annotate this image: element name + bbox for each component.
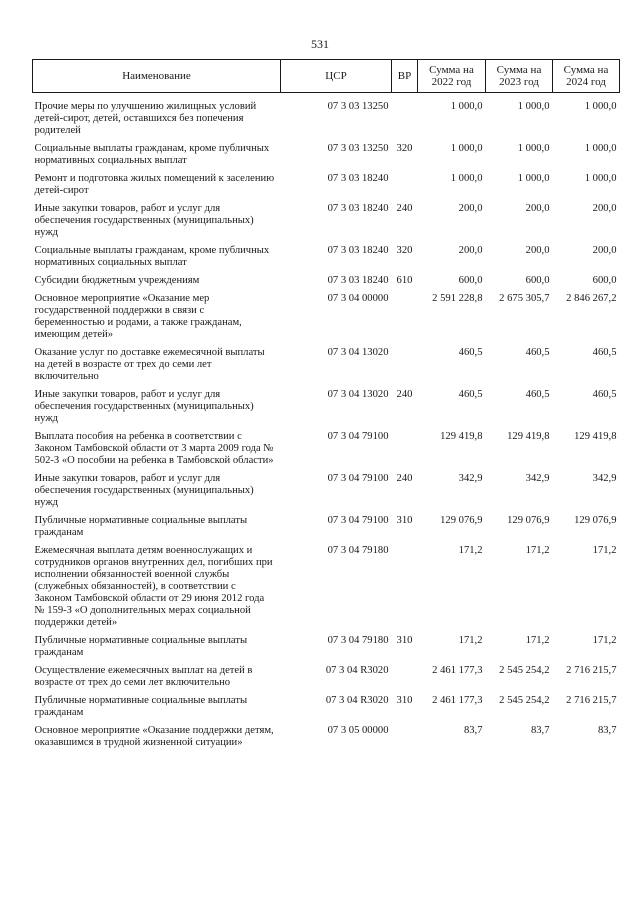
table-row [33,347,620,389]
header-vr: ВР [392,60,418,93]
row-vr [392,347,418,389]
row-name: Осуществление ежемесячных выплат на детей в возрасте от трех до семи лет включительно [34,665,253,688]
row-csr: 07 3 03 13250 [327,101,389,112]
row-sum-2022: 460,5 [458,389,483,400]
row-name: Иные закупки товаров, работ и услуг для обеспечения государственных (муниципальных) нужд [34,203,254,238]
row-name: Ремонт и подготовка жилых помещений к заселению детей-сирот [34,173,275,196]
row-sum-2023: 1 000,0 [517,143,550,154]
row-sum-2024: 2 716 215,7 [566,665,617,676]
row-sum-2023: 2 545 254,2 [499,665,550,676]
row-sum-2022: 460,5 [458,347,483,358]
row-name: Субсидии бюджетным учреждениям [34,275,200,286]
row-sum-2024: 200,0 [592,245,617,256]
row-sum-2024: 460,5 [592,389,617,400]
row-sum-2022: 171,2 [458,635,483,646]
row-vr: 310 [396,635,413,646]
row-vr: 310 [396,515,413,526]
table-row [33,93,620,144]
row-name: Социальные выплаты гражданам, кроме публичных нормативных социальных выплат [34,245,270,268]
budget-table [32,59,620,755]
row-name: Социальные выплаты гражданам, кроме публичных нормативных социальных выплат [34,143,270,166]
row-sum-2024: 342,9 [592,473,617,484]
row-csr: 07 3 04 79100 [327,473,389,484]
row-sum-2023: 200,0 [525,245,550,256]
row-vr: 240 [396,473,413,484]
row-sum-2024: 129 076,9 [574,515,617,526]
row-sum-2023: 129 076,9 [507,515,550,526]
row-vr: 240 [396,203,413,214]
row-name: Выплата пособия на ребенка в соответствии с Законом Тамбовской области от 3 марта 2009 года № 502-З «О пособии на ребенка в Тамбовской области» [34,431,274,466]
row-csr: 07 3 04 79180 [327,545,389,556]
row-sum-2024: 129 419,8 [574,431,617,442]
row-sum-2024: 1 000,0 [584,143,617,154]
row-csr: 07 3 05 00000 [327,725,389,736]
row-sum-2024: 2 846 267,2 [566,293,617,304]
row-sum-2022: 1 000,0 [450,173,483,184]
table-row [33,203,620,245]
row-csr: 07 3 04 13020 [327,347,389,358]
row-csr: 07 3 03 13250 [327,143,389,154]
table-row [33,275,620,293]
row-csr: 07 3 04 13020 [327,389,389,400]
table-row [33,173,620,203]
table-row [33,725,620,755]
row-vr: 320 [396,143,413,154]
row-csr: 07 3 03 18240 [327,275,389,286]
row-sum-2022: 129 419,8 [440,431,483,442]
row-vr [392,665,418,695]
row-sum-2022: 129 076,9 [440,515,483,526]
row-name: Публичные нормативные социальные выплаты гражданам [34,635,248,658]
row-vr [392,93,418,144]
header-csr: ЦСР [281,60,392,93]
row-sum-2023: 83,7 [530,725,550,736]
row-sum-2024: 200,0 [592,203,617,214]
row-sum-2024: 600,0 [592,275,617,286]
row-name: Иные закупки товаров, работ и услуг для обеспечения государственных (муниципальных) нужд [34,473,254,508]
row-sum-2024: 171,2 [592,635,617,646]
table-row [33,665,620,695]
row-sum-2024: 1 000,0 [584,101,617,112]
row-sum-2023: 200,0 [525,203,550,214]
row-vr: 320 [396,245,413,256]
row-sum-2022: 2 461 177,3 [432,665,483,676]
row-csr: 07 3 04 R3020 [325,695,389,706]
row-sum-2024: 460,5 [592,347,617,358]
row-sum-2022: 342,9 [458,473,483,484]
row-csr: 07 3 03 18240 [327,245,389,256]
row-sum-2022: 83,7 [463,725,483,736]
row-sum-2023: 1 000,0 [517,173,550,184]
page-number: 531 [311,37,329,51]
header-name: Наименование [33,60,281,93]
row-vr: 310 [396,695,413,706]
row-sum-2022: 2 591 228,8 [432,293,483,304]
table-row [33,431,620,473]
row-sum-2022: 171,2 [458,545,483,556]
row-name: Ежемесячная выплата детям военнослужащих и сотрудников органов внутренних дел, погибших при исполнении обязанностей военной службы (служебных обязанностей), в соответствии с Законом Тамбовской области от 29 июня 2012 года № 159-З «О дополнительных мерах социальной поддержки детей» [34,545,273,628]
table-row [33,473,620,515]
table-row [33,245,620,275]
header-sum-2024: Сумма на 2024 год [553,60,620,93]
row-sum-2024: 83,7 [597,725,617,736]
row-sum-2023: 171,2 [525,545,550,556]
row-sum-2022: 2 461 177,3 [432,695,483,706]
row-name: Оказание услуг по доставке ежемесячной выплаты на детей в возрасте от трех до семи лет включительно [34,347,265,382]
row-csr: 07 3 04 R3020 [325,665,389,676]
row-sum-2022: 200,0 [458,245,483,256]
table-row [33,389,620,431]
table-row [33,695,620,725]
row-sum-2023: 460,5 [525,389,550,400]
row-vr: 240 [396,389,413,400]
table-row [33,515,620,545]
table-row [33,545,620,635]
row-csr: 07 3 04 79100 [327,431,389,442]
header-sum-2023: Сумма на 2023 год [486,60,553,93]
row-sum-2024: 2 716 215,7 [566,695,617,706]
table-header-row [33,60,620,93]
row-name: Основное мероприятие «Оказание поддержки детям, оказавшимся в трудной жизненной ситуации» [34,725,274,748]
row-sum-2023: 171,2 [525,635,550,646]
row-csr: 07 3 03 18240 [327,203,389,214]
row-sum-2022: 200,0 [458,203,483,214]
row-name: Прочие меры по улучшению жилищных условий детей-сирот, детей, оставшихся без попечения родителей [34,101,257,136]
row-sum-2023: 1 000,0 [517,101,550,112]
table-row [33,143,620,173]
row-sum-2023: 460,5 [525,347,550,358]
row-sum-2023: 2 675 305,7 [499,293,550,304]
row-csr: 07 3 04 00000 [327,293,389,304]
row-vr [392,545,418,635]
table-row [33,293,620,347]
header-sum-2022: Сумма на 2022 год [418,60,486,93]
row-vr [392,725,418,755]
row-name: Публичные нормативные социальные выплаты гражданам [34,695,248,718]
row-sum-2023: 342,9 [525,473,550,484]
row-sum-2023: 2 545 254,2 [499,695,550,706]
row-sum-2024: 1 000,0 [584,173,617,184]
row-vr [392,431,418,473]
row-vr [392,173,418,203]
row-csr: 07 3 03 18240 [327,173,389,184]
row-sum-2023: 600,0 [525,275,550,286]
row-csr: 07 3 04 79100 [327,515,389,526]
row-sum-2024: 171,2 [592,545,617,556]
row-name: Иные закупки товаров, работ и услуг для обеспечения государственных (муниципальных) нужд [34,389,254,424]
row-csr: 07 3 04 79180 [327,635,389,646]
row-sum-2023: 129 419,8 [507,431,550,442]
row-sum-2022: 1 000,0 [450,143,483,154]
row-sum-2022: 600,0 [458,275,483,286]
table-row [33,635,620,665]
row-name: Основное мероприятие «Оказание мер государственной поддержки в связи с беременностью и родами, а также гражданам, имеющим детей» [34,293,242,340]
row-sum-2022: 1 000,0 [450,101,483,112]
row-name: Публичные нормативные социальные выплаты гражданам [34,515,248,538]
row-vr [392,293,418,347]
row-vr: 610 [396,275,413,286]
